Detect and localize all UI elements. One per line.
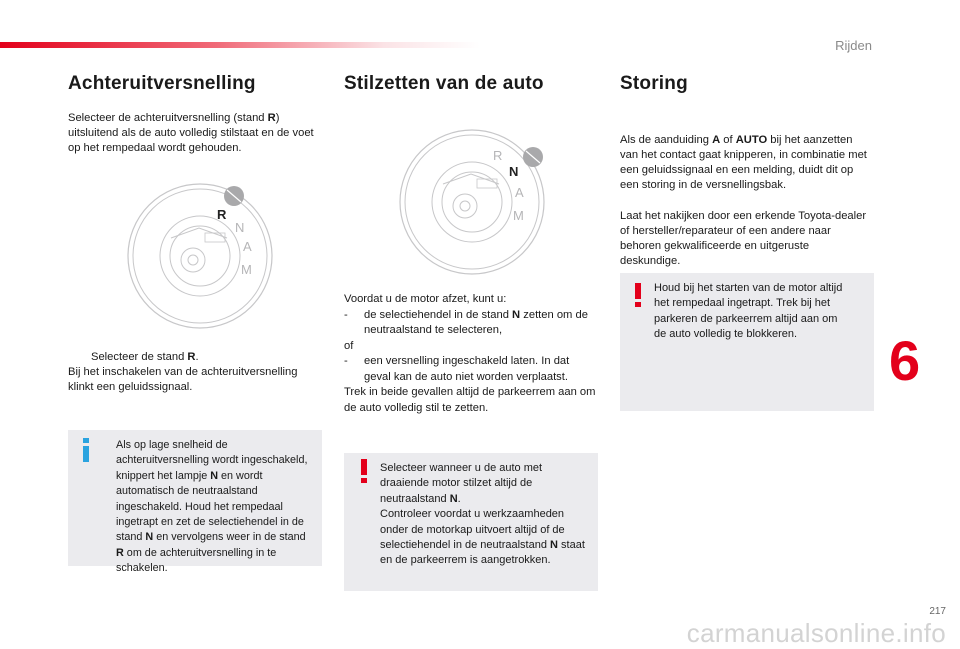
reverse-step-block <box>68 350 320 395</box>
reverse-intro: Selecteer de achteruitversnelling (stand R) uitsluitend als de auto volledig stilstaat en de voet op het rempedaal wordt gehouden. <box>68 112 314 154</box>
fault-p2: Laat het nakijken door een erkende Toyota-dealer of hersteller/reparateur of een andere naar behoren gekwalificeerde en uitgeruste deskundige. <box>620 210 867 267</box>
dial-label-m: M <box>513 208 524 223</box>
stopping-tail: Trek in beide gevallen altijd de parkeerrem aan om de auto volledig stil te zetten. <box>344 386 596 414</box>
gear-selector-dial-reverse <box>125 178 275 330</box>
dial-label-r: R <box>493 148 503 163</box>
warning-text-stopping: Selecteer wanneer u de auto met draaiende motor stilzet altijd de neutraalstand N. Controleer voordat u werkzaamheden onder de motorkap uitvoert altijd of de selectiehendel in de neutraalstand N staat en de parkeerrem is aangetrokken. <box>380 462 585 567</box>
stopping-options <box>344 308 598 339</box>
column-reverse-gear <box>68 73 320 156</box>
page-number: 217 <box>929 606 946 617</box>
section-title: Rijden <box>835 38 872 53</box>
warning-box-stopping <box>344 453 598 591</box>
info-text-reverse: Als op lage snelheid de achteruitversnelling wordt ingeschakeld, knippert het lampje N en wordt automatisch de neutraalstand ingeschakeld. Houd het rempedaal ingetrapt en zet de selectiehendel in de stand N en vervolgens weer in de stand R om de achteruitversnelling in te schakelen. <box>116 439 308 575</box>
fault-p1: Als de aanduiding A of AUTO bij het aanzetten van het contact gaat knipperen, in combinatie met een geluidssignaal en een melding, duidt dit op een storing in de versnellingsbak. <box>620 134 867 191</box>
warning-icon <box>360 459 368 483</box>
dial-label-m: M <box>241 262 252 277</box>
warning-text-fault: Houd bij het starten van de motor altijd het rempedaal ingetrapt. Trek bij het parkeren de parkeerrem altijd aan om de auto volledig te blokkeren. <box>654 282 843 341</box>
list-item: - de selectiehendel in de stand N zetten om de neutraalstand te selecteren, <box>344 308 588 336</box>
reverse-step: Selecteer de stand R. <box>91 351 199 363</box>
dial-label-a: A <box>243 239 252 254</box>
info-box-reverse <box>68 430 322 575</box>
stopping-options-2 <box>344 354 598 385</box>
warning-icon <box>634 283 642 307</box>
header-accent-bar <box>0 42 480 48</box>
heading-fault: Storing <box>620 73 688 94</box>
stopping-lead: Voordat u de motor afzet, kunt u: <box>344 293 507 305</box>
stopping-text <box>344 292 598 416</box>
chapter-number: 6 <box>889 329 921 392</box>
info-icon <box>82 438 90 462</box>
gear-selector-dial-neutral <box>397 124 547 276</box>
dial-label-r: R <box>217 207 227 222</box>
footer-watermark: carmanualsonline.info <box>686 618 946 648</box>
reverse-step-note: Bij het inschakelen van de achteruitversnelling klinkt een geluidssignaal. <box>68 366 298 393</box>
column-fault <box>620 73 872 269</box>
list-item: - een versnelling ingeschakeld laten. In dat geval kan de auto niet worden verplaatst. <box>344 355 570 383</box>
column-stopping <box>344 73 596 94</box>
dial-label-n: N <box>235 220 245 235</box>
warning-box-fault <box>620 273 874 411</box>
dial-label-a: A <box>515 185 524 200</box>
stopping-or: of <box>344 339 354 352</box>
heading-stopping: Stilzetten van de auto <box>344 73 544 94</box>
heading-reverse-gear: Achteruitversnelling <box>68 73 256 94</box>
dial-label-n: N <box>509 164 519 179</box>
